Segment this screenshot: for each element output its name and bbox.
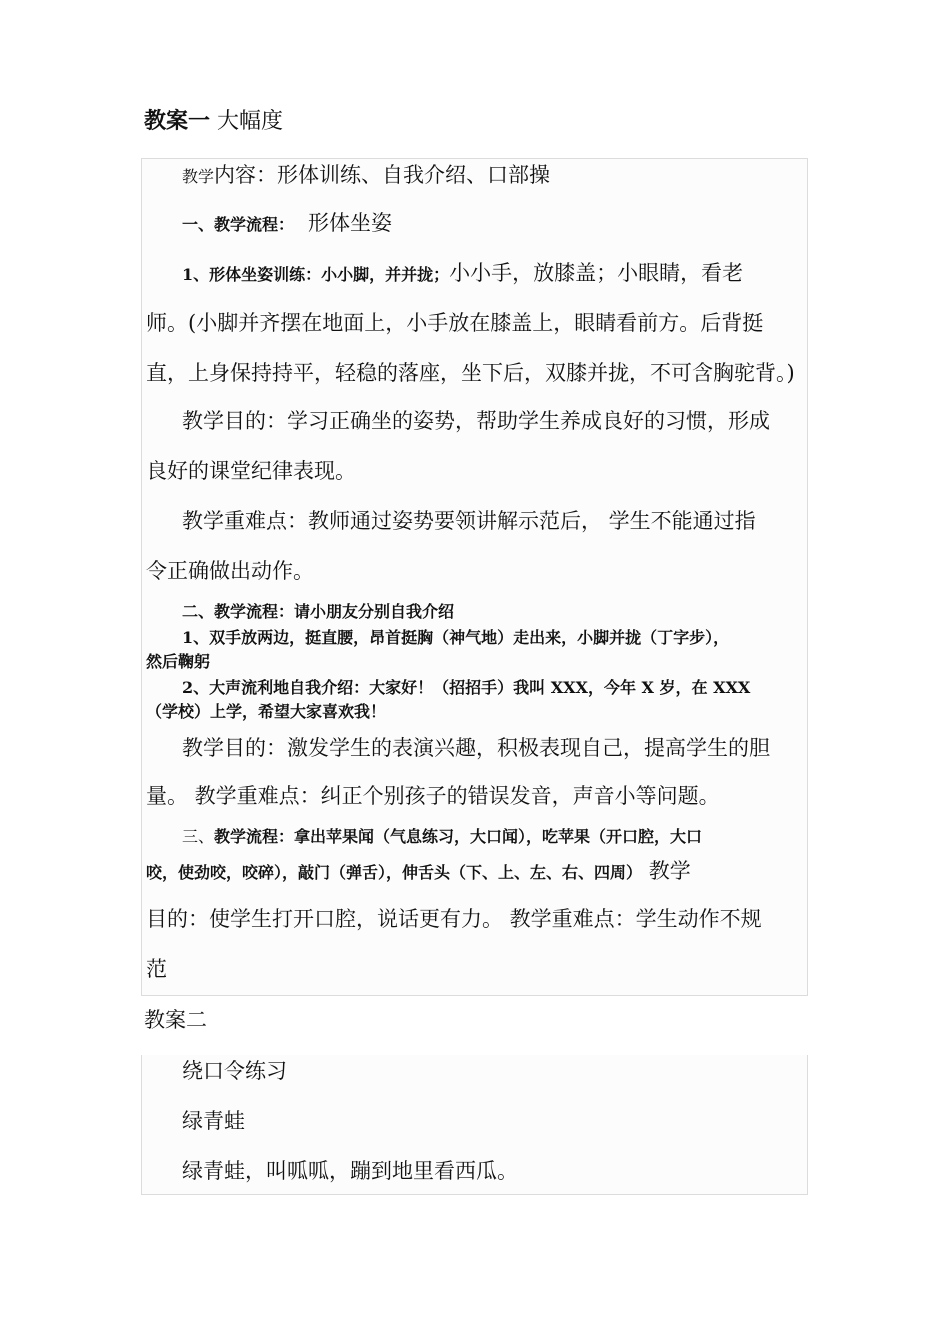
content-line — [182, 159, 550, 189]
flow1-value: 形体坐姿 — [308, 211, 393, 235]
goal3-line1: 目的：使学生打开口腔，说话更有力。 教学重难点：学生动作不规 — [146, 907, 762, 931]
flow2-heading: 二、教学流程：请小朋友分别自我介绍 — [182, 602, 455, 621]
step1-line3: 直，上身保持持平，轻稳的落座，坐下后，双膝并拢，不可含胸驼背。) — [146, 361, 795, 385]
lesson2-title: 教案二 — [144, 1008, 207, 1032]
flow3-line2-rest: 教学 — [642, 859, 691, 883]
flow2-step2-line1: 2、大声流利地自我介绍：大家好！（招招手）我叫 XXX，今年 X 岁，在 XXX — [182, 678, 751, 697]
content-prefix: 教学 — [182, 167, 215, 186]
lesson2-box — [141, 1055, 808, 1195]
lesson1-box — [141, 158, 808, 996]
lesson1-title-rest: 大幅度 — [210, 109, 284, 134]
diff1-line1: 教学重难点：教师通过姿势要领讲解示范后， 学生不能通过指 — [182, 509, 756, 533]
goal1-line1: 教学目的：学习正确坐的姿势，帮助学生养成良好的习惯，形成 — [182, 409, 770, 433]
goal2-line1: 教学目的：激发学生的表演兴趣，积极表现自己，提高学生的胆 — [182, 736, 770, 760]
goal3-line2: 范 — [146, 957, 167, 981]
flow3-line1-text: 教学流程：拿出苹果闻（气息练习，大口闻），吃苹果（开口腔，大口 — [214, 827, 703, 846]
goal2-line2: 量。 教学重难点：纠正个别孩子的错误发音，声音小等问题。 — [146, 784, 720, 808]
step1-line2: 师。(小脚并齐摆在地面上，小手放在膝盖上，眼睛看前方。后背挺 — [146, 311, 764, 335]
diff1-line2: 令正确做出动作。 — [146, 559, 314, 583]
lesson2-line1: 绕口令练习 — [182, 1059, 287, 1083]
flow3-line2-bold: 咬，使劲咬，咬碎），敲门（弹舌），伸舌头（下、上、左、右、四周） — [146, 863, 643, 882]
lesson2-line2: 绿青蛙 — [182, 1109, 245, 1133]
flow3-line1 — [182, 823, 702, 847]
flow2-step1-line2: 然后鞠躬 — [146, 652, 211, 671]
lesson1-title-bold: 教案一 — [144, 108, 211, 134]
flow3-prefix: 三、 — [182, 827, 215, 846]
flow2-step2-line2: （学校）上学，希望大家喜欢我！ — [146, 702, 387, 721]
step1-rest: 小小手，放膝盖；小眼睛，看老 — [449, 261, 744, 285]
lesson2-line3: 绿青蛙，叫呱呱，蹦到地里看西瓜。 — [182, 1159, 518, 1183]
lesson1-title — [144, 107, 283, 136]
content-rest: 内容：形体训练、自我介绍、口部操 — [214, 163, 551, 187]
step1-line1 — [182, 257, 743, 287]
goal1-line2: 良好的课堂纪律表现。 — [146, 459, 356, 483]
flow2-step1-line1: 1、双手放两边，挺直腰，昂首挺胸（神气地）走出来，小脚并拢（丁字步）， — [182, 628, 730, 647]
flow3-line2 — [146, 855, 691, 885]
flow1-label: 一、教学流程： — [182, 215, 295, 234]
step1-bold: 1、形体坐姿训练：小小脚，并并拢； — [182, 265, 450, 284]
flow1-line — [182, 207, 392, 237]
